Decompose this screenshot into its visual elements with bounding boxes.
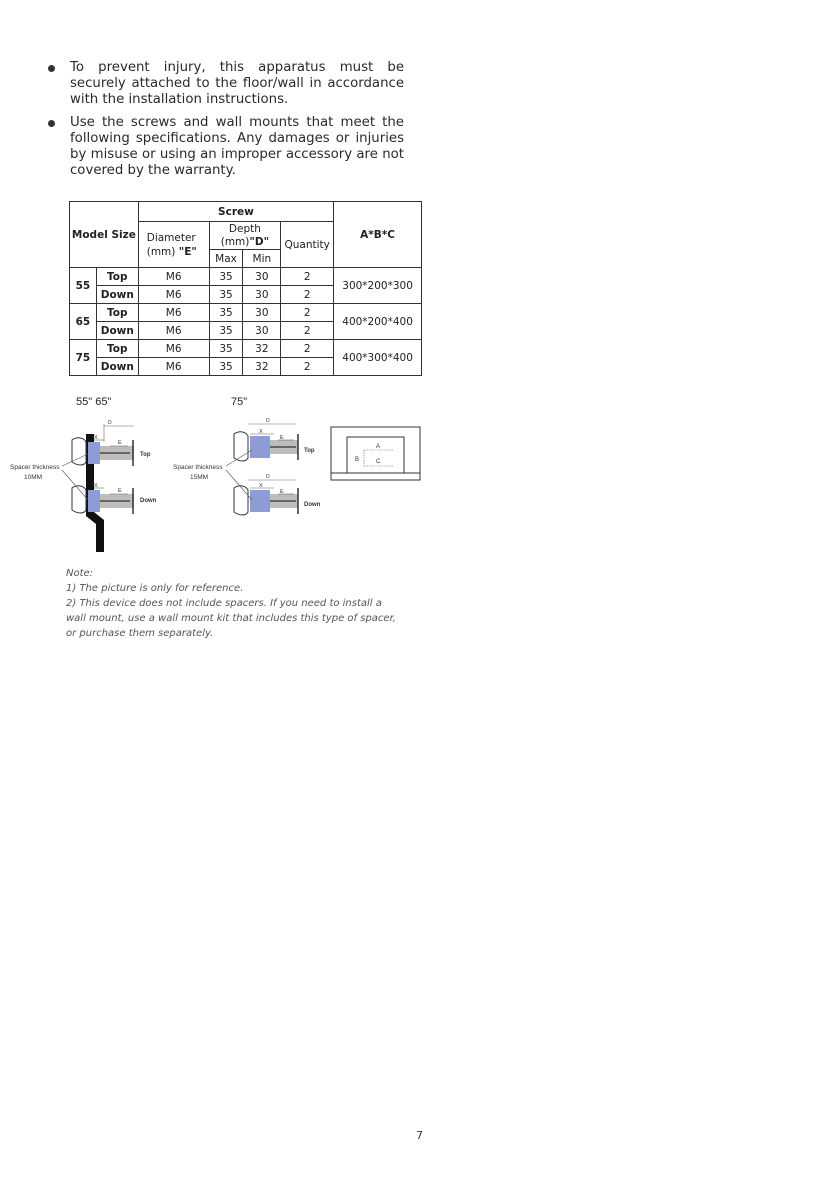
quantity-cell: 2 bbox=[281, 340, 334, 358]
x-label-down: X bbox=[259, 483, 263, 489]
x-label-down: X bbox=[94, 483, 98, 489]
x-label-top: X bbox=[94, 435, 98, 441]
min-cell: 30 bbox=[243, 286, 281, 304]
header-model-size: Model Size bbox=[70, 202, 139, 268]
max-cell: 35 bbox=[209, 340, 243, 358]
e-label-down: E bbox=[280, 489, 284, 495]
screw-spec-table bbox=[69, 201, 422, 376]
spacer-thickness-label: Spacer thickness bbox=[173, 464, 223, 471]
max-cell: 35 bbox=[209, 358, 243, 376]
diameter-cell: M6 bbox=[138, 304, 209, 322]
min-cell: 32 bbox=[243, 358, 281, 376]
depth-label: Depth bbox=[228, 222, 261, 235]
bullet-dot-icon bbox=[48, 65, 55, 72]
min-cell: 30 bbox=[243, 322, 281, 340]
spacer-shape bbox=[88, 442, 100, 464]
min-cell: 30 bbox=[243, 268, 281, 286]
spacer-shape bbox=[250, 436, 270, 458]
diameter-cell: M6 bbox=[138, 268, 209, 286]
note-block bbox=[66, 566, 396, 641]
model-size-cell: 55 bbox=[70, 268, 97, 304]
figure-label-55-65: 55" 65" bbox=[76, 396, 112, 408]
diameter-cell: M6 bbox=[138, 358, 209, 376]
depth-code: "D" bbox=[249, 235, 270, 248]
note-title: Note: bbox=[66, 568, 94, 579]
position-cell: Down bbox=[96, 286, 138, 304]
model-size-cell: 75 bbox=[70, 340, 97, 376]
header-min: Min bbox=[243, 250, 281, 268]
page-number: 7 bbox=[416, 1129, 423, 1142]
spacer-shape bbox=[88, 490, 100, 512]
depth-unit: (mm) bbox=[220, 235, 250, 248]
e-label-down: E bbox=[118, 488, 122, 494]
max-cell: 35 bbox=[209, 304, 243, 322]
figure-label-75: 75" bbox=[231, 396, 248, 408]
model-size-cell: 65 bbox=[70, 304, 97, 340]
quantity-cell: 2 bbox=[281, 304, 334, 322]
position-cell: Top bbox=[96, 304, 138, 322]
abc-cell: 400*300*400 bbox=[334, 340, 422, 376]
spacer-thickness-label: Spacer thickness bbox=[10, 464, 60, 471]
bullet-text: Use the screws and wall mounts that meet the following specifications. Any damages or injuries by misuse or using an improper accessory are not covered by the warranty. bbox=[70, 115, 404, 178]
header-screw: Screw bbox=[138, 202, 333, 222]
position-cell: Top bbox=[96, 340, 138, 358]
position-cell: Down bbox=[96, 358, 138, 376]
spacer-thickness-value: 15MM bbox=[190, 474, 209, 481]
mount-diagram-75 bbox=[170, 412, 335, 524]
header-quantity: Quantity bbox=[281, 222, 334, 268]
min-cell: 32 bbox=[243, 340, 281, 358]
bullet-dot-icon bbox=[48, 120, 55, 127]
note-line: 1) The picture is only for reference. bbox=[66, 583, 244, 594]
abc-cell: 300*200*300 bbox=[334, 268, 422, 304]
note-line: 2) This device does not include spacers. If you need to install a wall mount, use a wall mount kit that includes this type of spacer, or purchase them separately. bbox=[66, 598, 396, 639]
abc-cell: 400*200*400 bbox=[334, 304, 422, 340]
e-label-top: E bbox=[118, 440, 122, 446]
x-label-top: X bbox=[259, 429, 263, 435]
diameter-label: Diameter (mm) bbox=[146, 231, 196, 258]
diameter-cell: M6 bbox=[138, 322, 209, 340]
top-label: Top bbox=[140, 452, 151, 458]
diameter-cell: M6 bbox=[138, 340, 209, 358]
diameter-code: "E" bbox=[178, 245, 197, 258]
bullet-text: To prevent injury, this apparatus must be securely attached to the floor/wall in accordance with the installation instructions. bbox=[70, 60, 404, 107]
table-row bbox=[70, 268, 422, 286]
e-label-top: E bbox=[280, 435, 284, 441]
bullet-item bbox=[44, 115, 404, 179]
d-label-top: D bbox=[108, 420, 112, 426]
down-label: Down bbox=[304, 502, 321, 508]
down-label: Down bbox=[140, 498, 157, 504]
table-row bbox=[70, 340, 422, 358]
min-cell: 30 bbox=[243, 304, 281, 322]
top-label: Top bbox=[304, 448, 315, 454]
d-label-down: D bbox=[266, 474, 270, 480]
d-label-top: D bbox=[266, 418, 270, 424]
position-cell: Top bbox=[96, 268, 138, 286]
quantity-cell: 2 bbox=[281, 358, 334, 376]
quantity-cell: 2 bbox=[281, 268, 334, 286]
spacer-shape bbox=[250, 490, 270, 512]
instructions-list bbox=[44, 60, 404, 186]
mount-diagram-55-65 bbox=[0, 412, 170, 554]
table-row bbox=[70, 304, 422, 322]
header-max: Max bbox=[209, 250, 243, 268]
abc-diagram bbox=[330, 426, 422, 482]
header-diameter bbox=[138, 222, 209, 268]
max-cell: 35 bbox=[209, 268, 243, 286]
bullet-item bbox=[44, 60, 404, 108]
quantity-cell: 2 bbox=[281, 286, 334, 304]
a-label: A bbox=[376, 444, 381, 450]
max-cell: 35 bbox=[209, 322, 243, 340]
max-cell: 35 bbox=[209, 286, 243, 304]
spacer-thickness-value: 10MM bbox=[24, 474, 43, 481]
c-label: C bbox=[376, 459, 381, 465]
quantity-cell: 2 bbox=[281, 322, 334, 340]
position-cell: Down bbox=[96, 322, 138, 340]
b-label: B bbox=[355, 457, 360, 463]
header-depth bbox=[209, 222, 281, 250]
diameter-cell: M6 bbox=[138, 286, 209, 304]
header-abc: A*B*C bbox=[334, 202, 422, 268]
